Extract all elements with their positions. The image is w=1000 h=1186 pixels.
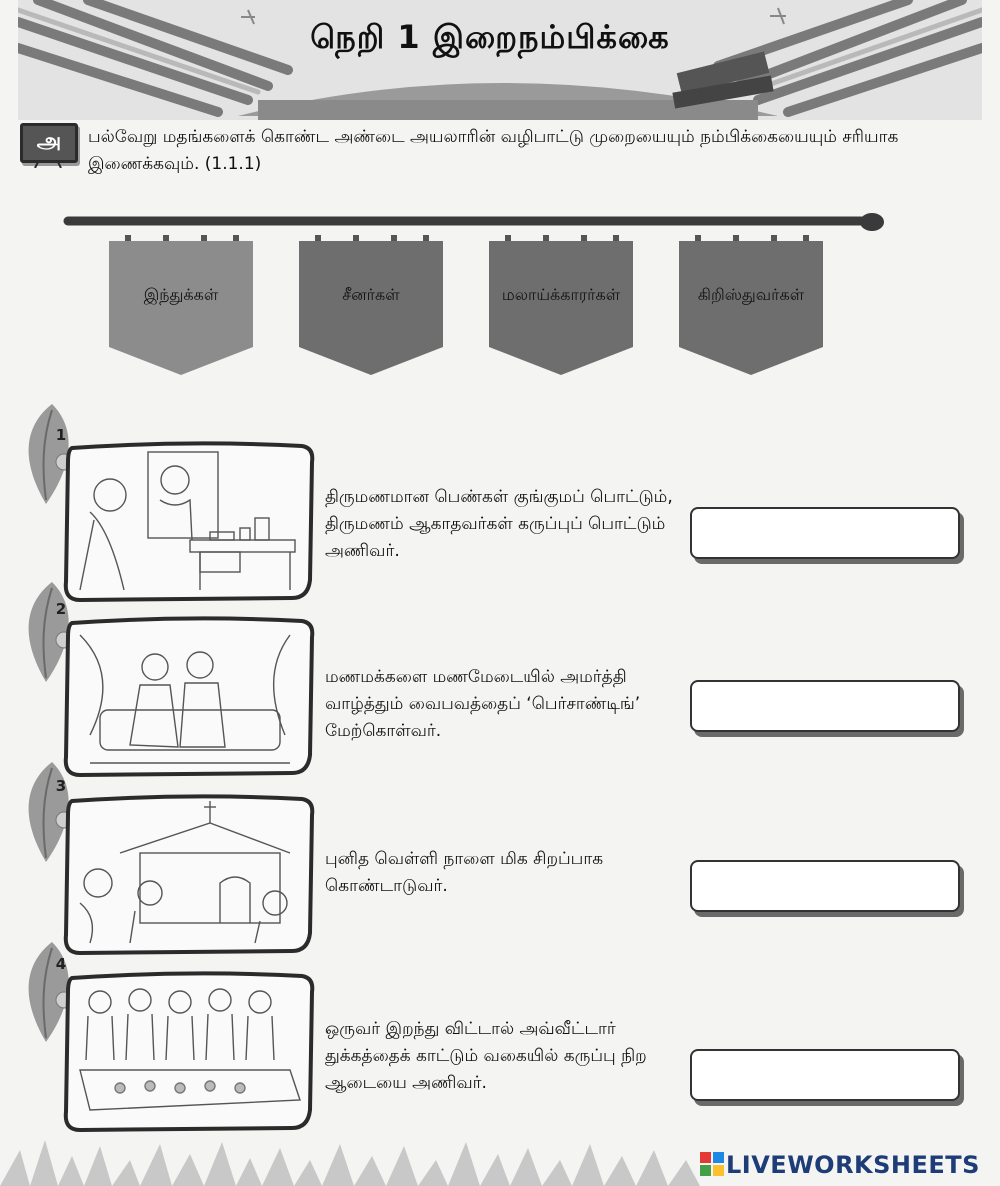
page-title: நெறி 1 இறைநம்பிக்கை [310, 18, 670, 56]
item-number: 3 [55, 777, 67, 795]
banner-chinese [297, 235, 445, 377]
answer-box-2[interactable] [690, 680, 960, 732]
banner-label: மலாய்க்காரர்கள் [501, 285, 621, 304]
item-description: திருமணமான பெண்கள் குங்குமப் பொட்டும், திருமணம் ஆகாதவர்கள் கருப்புப் பொட்டும் அணிவர். [325, 487, 673, 561]
banner-shape [107, 235, 255, 377]
item-description: புனித வெள்ளி நாளை மிக சிறப்பாக கொண்டாடுவர். [325, 849, 604, 896]
item-number: 2 [55, 600, 67, 618]
answer-box-1[interactable] [690, 507, 960, 559]
banner-shape [677, 235, 825, 377]
logo-text: LIVEWORKSHEETS [726, 1151, 980, 1179]
logo-mark-icon [700, 1150, 726, 1180]
item-number: 1 [55, 426, 67, 444]
banner-christians [677, 235, 825, 377]
illustration-frame-2 [60, 615, 315, 778]
banner-label: கிறிஸ்துவர்கள் [697, 285, 805, 304]
item-description: மணமக்களை மணமேடையில் அமர்த்தி வாழ்த்தும் வைபவத்தைப் ‘பெர்சாண்டிங்’ மேற்கொள்வர். [325, 667, 641, 741]
banner-hindus [107, 235, 255, 377]
banner-shape [487, 235, 635, 377]
illustration-frame-3 [60, 793, 315, 956]
instruction-text: பல்வேறு மதங்களைக் கொண்ட அண்டை அயலாரின் வழிபாட்டு முறையையும் நம்பிக்கையையும் சரியாக இணைக்கவும். (1.1.1) [88, 127, 899, 174]
answer-box-4[interactable] [690, 1049, 960, 1101]
item-number: 4 [55, 955, 67, 973]
banner-malays [487, 235, 635, 377]
liveworksheets-logo[interactable] [700, 1148, 992, 1182]
banner-label: இந்துக்கள் [143, 285, 219, 304]
banner-shape [297, 235, 445, 377]
answer-box-3[interactable] [690, 860, 960, 912]
banner-label: சீனர்கள் [342, 285, 400, 304]
illustration-frame-1 [60, 440, 315, 603]
easel-stand-icon [33, 160, 63, 168]
section-badge: அ [20, 123, 78, 163]
illustration-frame-4 [60, 970, 315, 1133]
item-description: ஒருவர் இறந்து விட்டால் அவ்வீட்டார் துக்கத்தைக் காட்டும் வகையில் கருப்பு நிற ஆடையை அணிவர். [325, 1019, 647, 1093]
